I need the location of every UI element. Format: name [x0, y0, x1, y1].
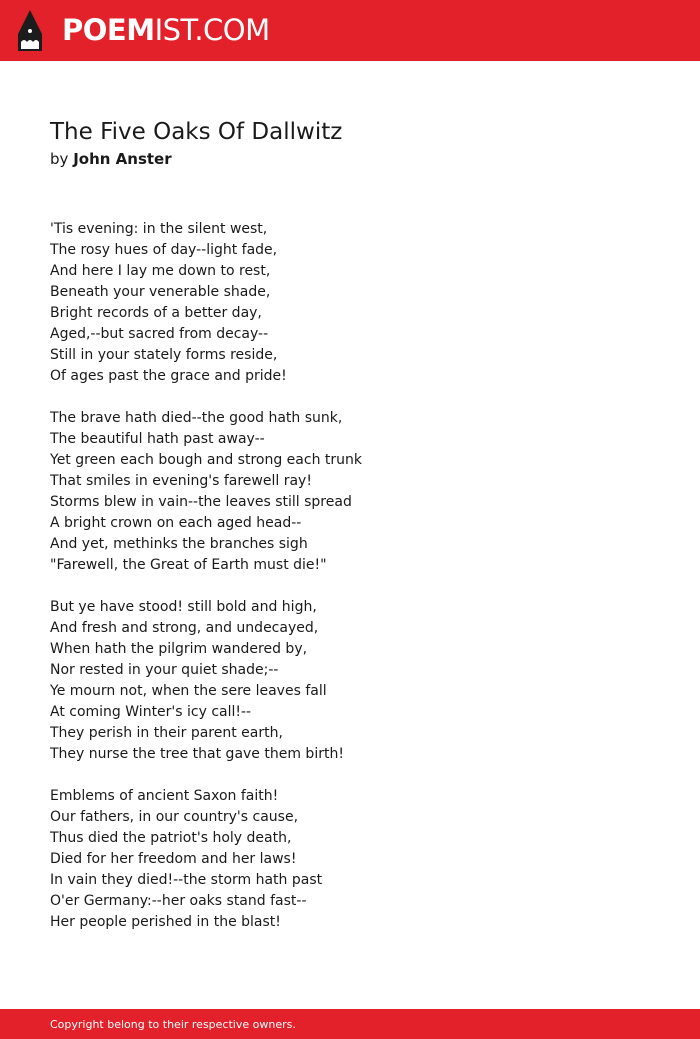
site-footer [0, 1009, 700, 1039]
poem-line: Bright records of a better day, [50, 305, 262, 321]
poem-line: At coming Winter's icy call!-- [50, 704, 252, 720]
pen-nib-icon[interactable] [17, 9, 43, 52]
byline [50, 149, 172, 169]
poem-line: 'Tis evening: in the silent west, [50, 221, 268, 237]
poem-line: Of ages past the grace and pride! [50, 368, 287, 384]
site-logo[interactable] [62, 12, 270, 48]
author-name: John Anster [73, 150, 172, 168]
poem-line: Storms blew in vain--the leaves still spread [50, 494, 352, 510]
poem-line: "Farewell, the Great of Earth must die!" [50, 557, 327, 573]
poem-line: Ye mourn not, when the sere leaves fall [50, 683, 327, 699]
poem-line: The beautiful hath past away-- [50, 431, 265, 447]
logo-strong-text: POEM [62, 13, 155, 47]
poem-line: Still in your stately forms reside, [50, 347, 278, 363]
poem-title: The Five Oaks Of Dallwitz [50, 119, 343, 145]
poem-line: Died for her freedom and her laws! [50, 851, 297, 867]
poem-line: Her people perished in the blast! [50, 914, 281, 930]
poem-line: Yet green each bough and strong each trunk [50, 452, 362, 468]
by-label: by [50, 150, 69, 168]
stanza [50, 597, 650, 765]
poem-body [50, 219, 650, 954]
poem-line: And here I lay me down to rest, [50, 263, 271, 279]
poem-line: That smiles in evening's farewell ray! [50, 473, 312, 489]
poem-line: Thus died the patriot's holy death, [50, 830, 292, 846]
stanza [50, 219, 650, 387]
site-header [0, 0, 700, 61]
poem-line: The brave hath died--the good hath sunk, [50, 410, 343, 426]
poem-line: And fresh and strong, and undecayed, [50, 620, 319, 636]
poem-line: Beneath your venerable shade, [50, 284, 271, 300]
poem-line: Nor rested in your quiet shade;-- [50, 662, 279, 678]
poem-line: O'er Germany:--her oaks stand fast-- [50, 893, 307, 909]
poem-line: And yet, methinks the branches sigh [50, 536, 308, 552]
poem-line: A bright crown on each aged head-- [50, 515, 302, 531]
stanza [50, 786, 650, 933]
poem-line: The rosy hues of day--light fade, [50, 242, 278, 258]
stanza [50, 408, 650, 576]
poem-line: They nurse the tree that gave them birth! [50, 746, 344, 762]
copyright-text: Copyright belong to their respective owners. [50, 1018, 296, 1031]
poem-line: Emblems of ancient Saxon faith! [50, 788, 279, 804]
poem-line: They perish in their parent earth, [50, 725, 283, 741]
poem-line: But ye have stood! still bold and high, [50, 599, 317, 615]
poem-line: In vain they died!--the storm hath past [50, 872, 323, 888]
poem-line: Aged,--but sacred from decay-- [50, 326, 269, 342]
logo-light-text: IST.COM [154, 13, 270, 47]
poem-line: When hath the pilgrim wandered by, [50, 641, 308, 657]
poem-line: Our fathers, in our country's cause, [50, 809, 299, 825]
